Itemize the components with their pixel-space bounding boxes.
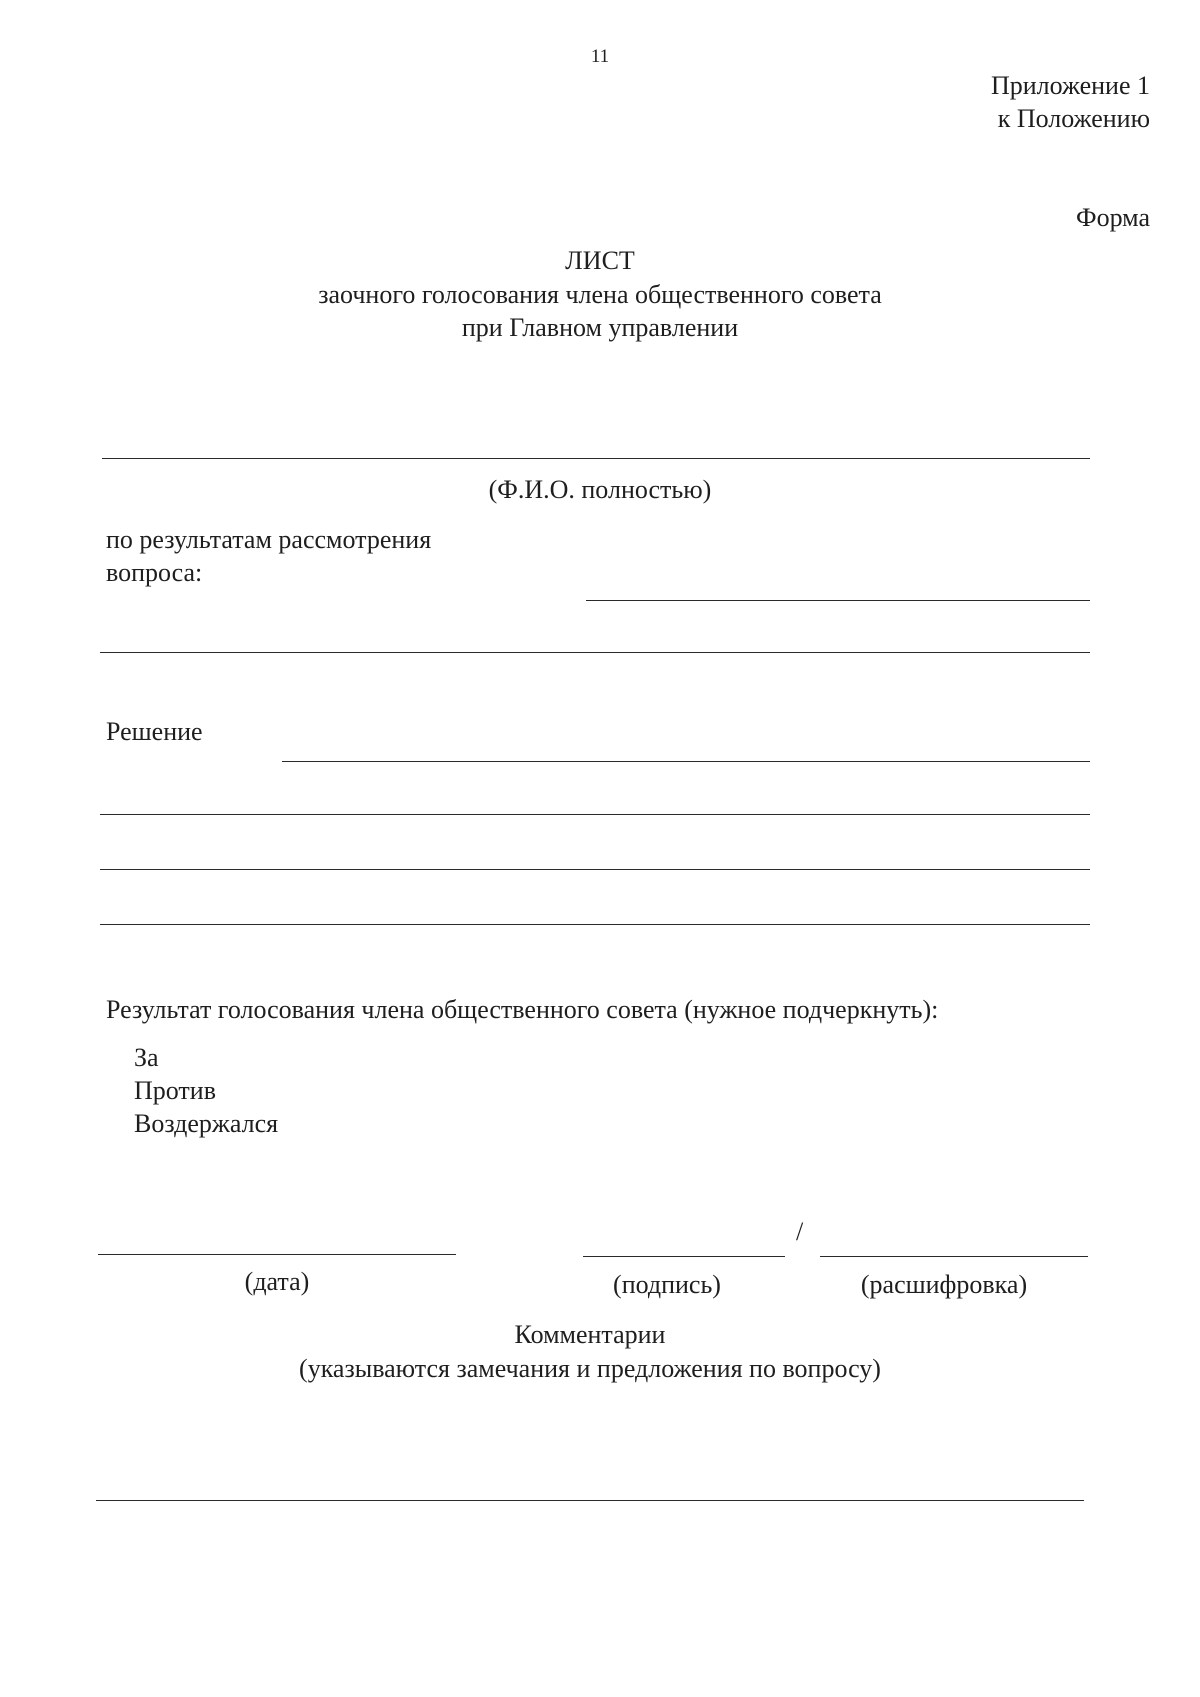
comments-subheading: (указываются замечания и предложения по вопросу): [299, 1354, 881, 1383]
decision-input-line-3[interactable]: [100, 869, 1090, 870]
decision-input-line-2[interactable]: [100, 814, 1090, 815]
decoding-input-line[interactable]: [820, 1256, 1088, 1257]
page-number: 11: [590, 46, 610, 67]
comments-heading: Комментарии: [514, 1320, 666, 1349]
comments-input-line[interactable]: [96, 1500, 1084, 1501]
question-label-line1: по результатам рассмотрения: [106, 525, 432, 554]
vote-option-for[interactable]: За: [134, 1043, 159, 1072]
full-name-input-line[interactable]: [102, 458, 1090, 459]
decision-label: Решение: [106, 717, 203, 746]
decision-input-line-1[interactable]: [282, 761, 1090, 762]
signature-input-line[interactable]: [583, 1256, 785, 1257]
appendix-label: Приложение 1: [990, 71, 1150, 100]
question-input-line-1[interactable]: [586, 600, 1090, 601]
decision-input-line-4[interactable]: [100, 924, 1090, 925]
vote-option-abstained[interactable]: Воздержался: [134, 1109, 279, 1138]
signature-caption: (подпись): [613, 1270, 721, 1299]
document-subtitle-line2: при Главном управлении: [461, 313, 739, 342]
document-subtitle-line1: заочного голосования члена общественного совета: [318, 280, 882, 309]
appendix-to-label: к Положению: [997, 104, 1150, 133]
question-input-line-2[interactable]: [100, 652, 1090, 653]
document-title: ЛИСТ: [565, 246, 635, 275]
decoding-caption: (расшифровка): [860, 1270, 1028, 1299]
signature-separator: /: [796, 1217, 804, 1246]
date-input-line[interactable]: [98, 1254, 456, 1255]
vote-result-heading: Результат голосования члена общественного совета (нужное подчеркнуть):: [106, 995, 939, 1024]
vote-option-against[interactable]: Против: [134, 1076, 216, 1105]
full-name-caption: (Ф.И.О. полностью): [488, 475, 712, 504]
date-caption: (дата): [244, 1267, 310, 1296]
form-label: Форма: [1076, 203, 1150, 232]
question-label-line2: вопроса:: [106, 558, 203, 587]
